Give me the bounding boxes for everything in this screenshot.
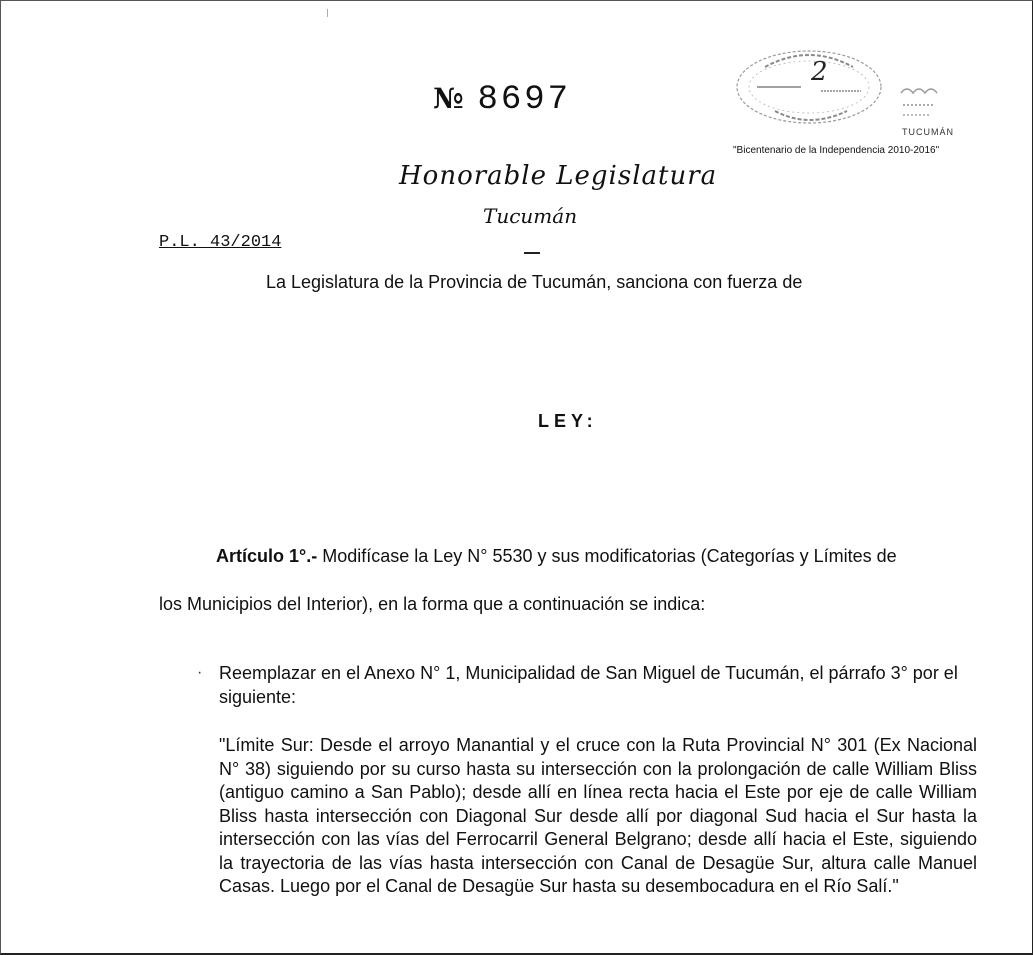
article-1-line-1: [216, 546, 897, 567]
quoted-boundary-text: "Límite Sur: Desde el arroyo Manantial y el cruce con la Ruta Provincial N° 301 (Ex Nacional N° 38) siguiendo por su curso hasta su intersección con la prolongación de calle William Bliss (antiguo camino a San Pablo); desde allí en línea recta hacia el Este por eje de calle William Bliss hasta intersección con Diagonal Sur desde allí por diagonal Sud hacia el Sur hasta la intersección con las vías del Ferrocarril General Belgrano; desde allí hacia el Este, siguiendo la trayectoria de las vías hasta intersección con Canal de Desagüe Sur, altura calle Manuel Casas. Luego por el Canal de Desagüe Sur hasta su desembocadura en el Río Salí.": [219, 735, 977, 896]
article-1-line-2: los Municipios del Interior), en la forma que a continuación se indica:: [159, 594, 706, 614]
official-stamp: [731, 41, 981, 141]
enacting-clause: La Legislatura de la Provincia de Tucumán, sanciona con fuerza de: [266, 272, 803, 292]
letterhead-province: Tucumán: [483, 204, 578, 228]
scan-artifact: [327, 9, 328, 17]
bicentenario-note: "Bicentenario de la Independencia 2010-2016": [733, 145, 940, 156]
seal-icon: [731, 41, 981, 141]
stamp-side-text: TUCUMÁN: [902, 127, 954, 137]
letterhead-divider: [524, 252, 540, 254]
stamp-folio-number: 2: [811, 57, 828, 87]
law-number-value: 8697: [477, 81, 572, 119]
law-heading: LEY:: [538, 411, 598, 431]
bullet-item-text: Reemplazar en el Anexo N° 1, Municipalidad de San Miguel de Tucumán, el párrafo 3° por el siguiente:: [219, 663, 958, 707]
bill-reference: P.L. 43/2014: [159, 233, 282, 252]
law-number: [433, 81, 571, 119]
bullet-marker: ·: [197, 664, 203, 681]
letterhead-institution: Honorable Legislatura: [399, 161, 718, 191]
article-1-text: Modifícase la Ley N° 5530 y sus modificatorias (Categorías y Límites de: [317, 546, 897, 566]
article-1-label: Artículo 1°.-: [216, 546, 318, 566]
number-sign: №: [433, 82, 464, 115]
